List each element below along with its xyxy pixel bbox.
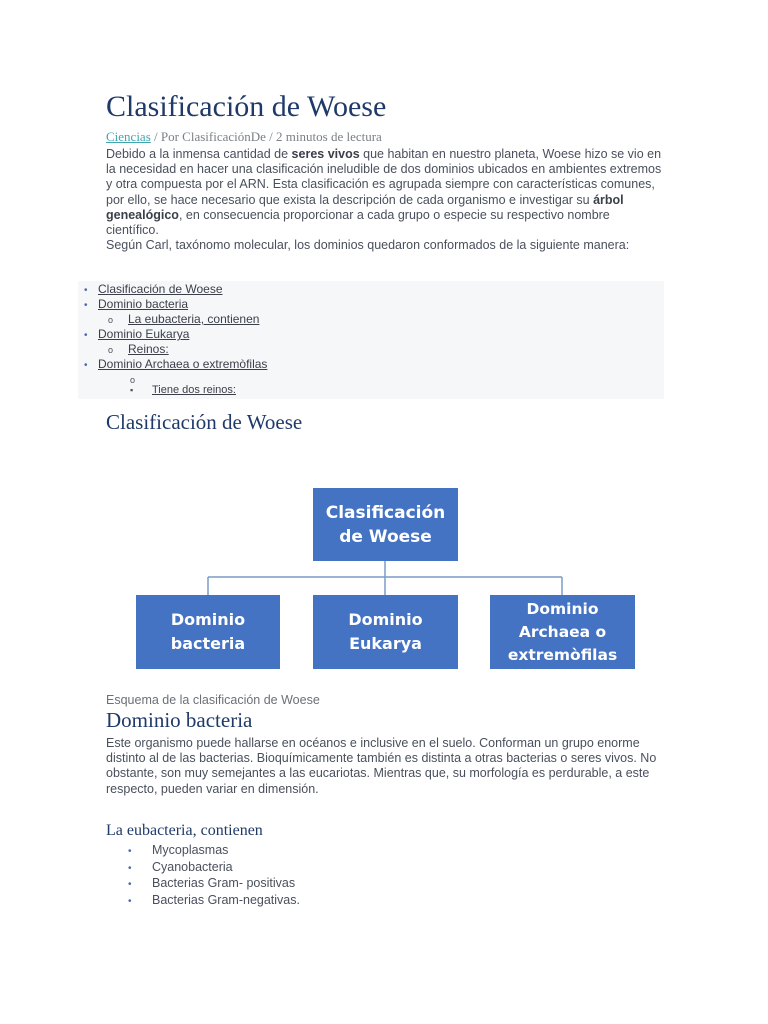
category-link[interactable]: Ciencias xyxy=(106,129,151,144)
page-title: Clasificación de Woese xyxy=(106,90,387,123)
circle-bullet-icon: o xyxy=(130,375,136,385)
diagram-node-bacteria: Dominio bacteria xyxy=(136,595,280,669)
bold-arbol-genealogico: árbol genealógico xyxy=(106,192,624,222)
intro-paragraph-1: Debido a la inmensa cantidad de seres vivos que habitan en nuestro planeta, Woese hizo se vio en la necesidad en hacer una clasificación ineludible de dos dominios ubicados en ambientes extremos y otra compuesta por el ARN. Esta clasificación es agrupada siempre con características comunes, por ello, se hace necesario que exista la descripción de cada organismo e investigar su árbol genealógico, en consecuencia proporcionar a cada grupo o especie su respectivo nombre científico. xyxy=(106,147,662,238)
bold-seres-vivos: seres vivos xyxy=(291,147,360,161)
bullet-icon: • xyxy=(84,300,88,311)
toc-subitem-2[interactable]: o Reinos: xyxy=(108,342,169,356)
list-item: • Bacterias Gram- positivas xyxy=(128,876,300,893)
toc-item-2[interactable]: • Dominio bacteria xyxy=(84,297,189,311)
eubacteria-list xyxy=(128,843,300,909)
toc-subsubitem-1[interactable]: ▪ Tiene dos reinos: xyxy=(130,384,236,396)
toc-item-1[interactable]: • Clasificación de Woese xyxy=(84,282,223,296)
meta-details: / Por ClasificaciónDe / 2 minutos de lectura xyxy=(150,129,382,144)
toc-item-4[interactable]: • Dominio Archaea o extremòfilas xyxy=(84,357,268,371)
list-item: • Cyanobacteria xyxy=(128,860,300,877)
bullet-icon: • xyxy=(84,360,88,371)
list-item: • Mycoplasmas xyxy=(128,843,300,860)
diagram-node-archaea: Dominio Archaea o extremòfilas xyxy=(490,595,635,669)
diagram-caption: Esquema de la clasificación de Woese xyxy=(106,693,320,707)
diagram-node-eukarya: Dominio Eukarya xyxy=(313,595,458,669)
circle-bullet-icon: o xyxy=(108,345,114,355)
intro-paragraph-2: Según Carl, taxónomo molecular, los dominios quedaron conformados de la siguiente manera: xyxy=(106,238,630,253)
toc-item-3[interactable]: • Dominio Eukarya xyxy=(84,327,190,341)
section-heading-dominio-bacteria: Dominio bacteria xyxy=(106,708,253,732)
bullet-icon: • xyxy=(128,862,132,874)
bullet-icon: • xyxy=(128,846,132,857)
section-heading-clasificacion: Clasificación de Woese xyxy=(106,410,303,434)
bullet-icon: • xyxy=(84,330,88,341)
toc-subitem-1[interactable]: o La eubacteria, contienen xyxy=(108,312,260,326)
diagram-root-node: Clasificación de Woese xyxy=(313,488,458,561)
bullet-icon: • xyxy=(128,895,132,907)
bullet-icon: • xyxy=(128,879,132,890)
bullet-icon: • xyxy=(84,285,88,296)
dominio-bacteria-paragraph: Este organismo puede hallarse en océanos e inclusive en el suelo. Conforman un grupo enorme distinto al de las bacterias. Bioquímicamente también es distinta a otras bacterias o seres vivos. No obstante, son muy semejantes a las eucariotas. Mientras que, su morfología es perdurable, a este respecto, pueden variar en dimensión. xyxy=(106,736,657,796)
square-bullet-icon: ▪ xyxy=(130,385,134,395)
circle-bullet-icon: o xyxy=(108,315,114,325)
section-heading-eubacteria: La eubacteria, contienen xyxy=(106,822,263,839)
list-item: • Bacterias Gram-negativas. xyxy=(128,893,300,910)
